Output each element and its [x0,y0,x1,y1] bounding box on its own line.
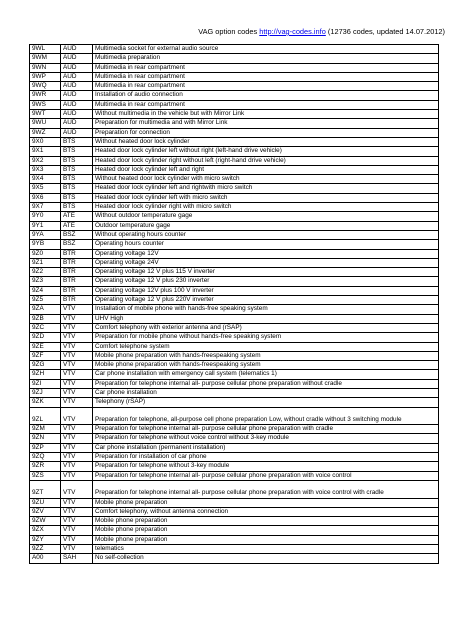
table-row [30,91,439,100]
description-cell: Without outdoor temperature gage [93,212,439,221]
table-row [30,249,439,258]
option-code-cell: 9ZI [30,379,61,388]
description-cell: Telephony (rSAP) [93,398,439,407]
group-code-cell: VTV [61,407,93,425]
group-code-cell: BSZ [61,240,93,249]
description-cell: Operating voltage 12V plus 100 V inverter [93,286,439,295]
table-row [30,165,439,174]
option-code-cell: 9Z2 [30,268,61,277]
site-link[interactable]: http://vag-codes.info [259,27,326,36]
option-code-cell: 9WM [30,54,61,63]
option-code-cell: 9ZL [30,407,61,425]
description-cell: Preparation for telephone internal all- purpose cellular phone preparation with cradle [93,425,439,434]
option-code-cell: 9YB [30,240,61,249]
table-row [30,110,439,119]
group-code-cell: BTS [61,165,93,174]
description-cell: Without operating hours counter [93,230,439,239]
table-row [30,175,439,184]
option-code-cell: 9ZQ [30,453,61,462]
table-row [30,434,439,443]
description-cell: Multimedia in rear compartment [93,63,439,72]
description-cell: Mobile phone preparation [93,498,439,507]
option-code-cell: 9ZA [30,305,61,314]
option-code-cell: 9Z5 [30,296,61,305]
table-row [30,240,439,249]
description-cell: Preparation for telephone without voice control without 3-key module [93,434,439,443]
table-row [30,471,439,480]
option-code-cell: 9WN [30,63,61,72]
option-code-cell: 9ZG [30,361,61,370]
group-code-cell: AUD [61,82,93,91]
description-cell: Heated door lock cylinder left and right [93,165,439,174]
description-cell: Preparation for multimedia and with Mirror Link [93,119,439,128]
table-row [30,100,439,109]
option-code-cell: 9X3 [30,165,61,174]
group-code-cell: BTS [61,193,93,202]
description-cell: Multimedia socket for external audio source [93,45,439,54]
table-row [30,296,439,305]
description-cell: UHV High [93,314,439,323]
option-code-cell: 9WR [30,91,61,100]
table-row [30,137,439,146]
group-code-cell: VTV [61,443,93,452]
option-code-cell: A00 [30,554,61,563]
group-code-cell: SAH [61,554,93,563]
table-row [30,398,439,407]
description-cell: Preparation for installation of car phone [93,453,439,462]
option-code-cell: 9ZV [30,507,61,516]
table-row [30,258,439,267]
group-code-cell: VTV [61,388,93,397]
page-header [0,27,445,36]
group-code-cell: VTV [61,370,93,379]
option-code-cell: 9WL [30,45,61,54]
description-cell: Installation of mobile phone with hands-free speaking system [93,305,439,314]
group-code-cell: AUD [61,119,93,128]
group-code-cell: VTV [61,333,93,342]
group-code-cell: BTR [61,286,93,295]
option-code-cell: 9ZF [30,351,61,360]
group-code-cell: VTV [61,471,93,480]
table-row [30,184,439,193]
group-code-cell: VTV [61,535,93,544]
group-code-cell: VTV [61,434,93,443]
option-code-cell: 9Z3 [30,277,61,286]
option-code-cell: 9ZM [30,425,61,434]
option-code-cell: 9YA [30,230,61,239]
description-cell: Operating voltage 12 V plus 220V inverter [93,296,439,305]
description-cell: Preparation for connection [93,128,439,137]
option-code-cell: 9ZN [30,434,61,443]
description-cell: Comfort telephone system [93,342,439,351]
option-code-cell: 9ZC [30,323,61,332]
table-row [30,147,439,156]
description-cell: Multimedia in rear compartment [93,100,439,109]
group-code-cell: BTS [61,137,93,146]
option-codes-body [30,45,439,564]
option-code-cell: 9ZB [30,314,61,323]
table-row [30,342,439,351]
option-code-cell: 9WU [30,119,61,128]
option-code-cell: 9X7 [30,203,61,212]
option-code-cell: 9WT [30,110,61,119]
option-code-cell: 9X6 [30,193,61,202]
description-cell: Heated door lock cylinder left and rightwith micro switch [93,184,439,193]
header-suffix: (12736 codes, updated 14.07.2012) [325,27,445,36]
option-code-cell: 9Z4 [30,286,61,295]
table-row [30,333,439,342]
table-row [30,462,439,471]
table-row [30,119,439,128]
group-code-cell: VTV [61,398,93,407]
group-code-cell: VTV [61,480,93,498]
header-prefix: VAG option codes [198,27,260,36]
group-code-cell: BTR [61,296,93,305]
group-code-cell: AUD [61,72,93,81]
table-row [30,535,439,544]
description-cell: No self-collection [93,554,439,563]
table-row [30,82,439,91]
option-code-cell: 9WQ [30,82,61,91]
description-cell: Without heated door lock cylinder [93,137,439,146]
description-cell: Mobile phone preparation [93,526,439,535]
table-row [30,379,439,388]
table-row [30,63,439,72]
table-row [30,545,439,554]
description-cell: Mobile phone preparation with hands-freespeaking system [93,351,439,360]
group-code-cell: AUD [61,110,93,119]
table-row [30,72,439,81]
description-cell: Multimedia in rear compartment [93,82,439,91]
option-codes-table [29,44,439,564]
description-cell: Preparation for telephone, all-purpose cell phone preparation Low, without cradle without 3 switching module [93,407,439,425]
option-code-cell: 9ZW [30,517,61,526]
description-cell: Car phone installation (permanent installation) [93,443,439,452]
table-row [30,526,439,535]
description-cell: Heated door lock cylinder left without right (left-hand drive vehicle) [93,147,439,156]
table-row [30,554,439,563]
table-row [30,370,439,379]
group-code-cell: ATE [61,212,93,221]
group-code-cell: VTV [61,498,93,507]
group-code-cell: VTV [61,379,93,388]
group-code-cell: BTS [61,203,93,212]
group-code-cell: BSZ [61,230,93,239]
table-row [30,268,439,277]
group-code-cell: VTV [61,545,93,554]
description-cell: Multimedia preparation [93,54,439,63]
group-code-cell: VTV [61,517,93,526]
description-cell: Operating voltage 12 V plus 230 inverter [93,277,439,286]
description-cell: Preparation for mobile phone without hands-free speaking system [93,333,439,342]
option-code-cell: 9ZP [30,443,61,452]
description-cell: Mobile phone preparation with hands-freespeaking system [93,361,439,370]
table-row [30,507,439,516]
option-code-cell: 9ZY [30,535,61,544]
option-code-cell: 9ZX [30,526,61,535]
description-cell: Multimedia in rear compartment [93,72,439,81]
option-code-cell: 9ZE [30,342,61,351]
group-code-cell: BTR [61,258,93,267]
group-code-cell: VTV [61,453,93,462]
description-cell: Installation of audio connection [93,91,439,100]
group-code-cell: AUD [61,100,93,109]
description-cell: Operating voltage 12 V plus 115 V inverter [93,268,439,277]
option-code-cell: 9X5 [30,184,61,193]
option-code-cell: 9ZZ [30,545,61,554]
table-row [30,425,439,434]
option-code-cell: 9Y1 [30,221,61,230]
description-cell: Mobile phone preparation [93,517,439,526]
group-code-cell: BTS [61,175,93,184]
group-code-cell: VTV [61,425,93,434]
option-code-cell: 9Z0 [30,249,61,258]
option-code-cell: 9ZT [30,480,61,498]
group-code-cell: BTS [61,156,93,165]
table-row [30,193,439,202]
table-row [30,221,439,230]
option-code-cell: 9ZH [30,370,61,379]
group-code-cell: VTV [61,361,93,370]
option-code-cell: 9WZ [30,128,61,137]
group-code-cell: AUD [61,91,93,100]
option-code-cell: 9ZR [30,462,61,471]
table-row [30,517,439,526]
group-code-cell: VTV [61,305,93,314]
description-cell: Heated door lock cylinder right without left (right-hand drive vehicle) [93,156,439,165]
option-code-cell: 9WP [30,72,61,81]
group-code-cell: BTS [61,184,93,193]
table-row [30,388,439,397]
description-cell: Heated door lock cylinder right with micro switch [93,203,439,212]
table-row [30,277,439,286]
option-code-cell: 9X4 [30,175,61,184]
option-code-cell: 9ZJ [30,388,61,397]
group-code-cell: BTR [61,268,93,277]
table-row [30,323,439,332]
group-code-cell: AUD [61,45,93,54]
description-cell: Outdoor temperature gage [93,221,439,230]
group-code-cell: VTV [61,507,93,516]
table-row [30,305,439,314]
group-code-cell: VTV [61,351,93,360]
table-row [30,443,439,452]
group-code-cell: VTV [61,342,93,351]
table-row [30,314,439,323]
group-code-cell: VTV [61,323,93,332]
option-code-cell: 9ZK [30,398,61,407]
group-code-cell: BTR [61,249,93,258]
description-cell: Car phone installation with emergency call system (telematics 1) [93,370,439,379]
description-cell: Car phone installation [93,388,439,397]
table-row [30,156,439,165]
option-code-cell: 9X1 [30,147,61,156]
table-row [30,203,439,212]
description-cell: Without heated door lock cylinder with micro switch [93,175,439,184]
table-row [30,498,439,507]
option-code-cell: 9Y0 [30,212,61,221]
option-code-cell: 9X0 [30,137,61,146]
description-cell: Operating voltage 12V [93,249,439,258]
description-cell: Preparation for telephone without 3-key module [93,462,439,471]
table-row [30,230,439,239]
table-row [30,128,439,137]
description-cell: Operating voltage 24V [93,258,439,267]
table-row [30,361,439,370]
table-row [30,212,439,221]
group-code-cell: VTV [61,314,93,323]
table-row [30,453,439,462]
description-cell: Heated door lock cylinder left with micro switch [93,193,439,202]
table-row [30,351,439,360]
option-code-cell: 9WS [30,100,61,109]
table-row [30,286,439,295]
table-row [30,407,439,425]
description-cell: Comfort telephony, without antenna connection [93,507,439,516]
group-code-cell: BTR [61,277,93,286]
group-code-cell: AUD [61,128,93,137]
table-row [30,480,439,498]
description-cell: Mobile phone preparation [93,535,439,544]
group-code-cell: VTV [61,526,93,535]
group-code-cell: ATE [61,221,93,230]
description-cell: Preparation for telephone internal all- purpose cellular phone preparation with voice control [93,471,439,480]
group-code-cell: AUD [61,63,93,72]
table-row [30,45,439,54]
option-code-cell: 9ZS [30,471,61,480]
option-code-cell: 9X2 [30,156,61,165]
description-cell: telematics [93,545,439,554]
table-row [30,54,439,63]
group-code-cell: BTS [61,147,93,156]
description-cell: Comfort telephony with exterior antenna and (rSAP) [93,323,439,332]
description-cell: Preparation for telephone internal all- purpose cellular phone preparation with voice control with cradle [93,480,439,498]
option-code-cell: 9ZU [30,498,61,507]
description-cell: Preparation for telephone internal all- purpose cellular phone preparation without cradle [93,379,439,388]
description-cell: Without multimedia in the vehicle but with Mirror Link [93,110,439,119]
group-code-cell: VTV [61,462,93,471]
group-code-cell: AUD [61,54,93,63]
option-code-cell: 9ZD [30,333,61,342]
description-cell: Operating hours counter [93,240,439,249]
option-code-cell: 9Z1 [30,258,61,267]
